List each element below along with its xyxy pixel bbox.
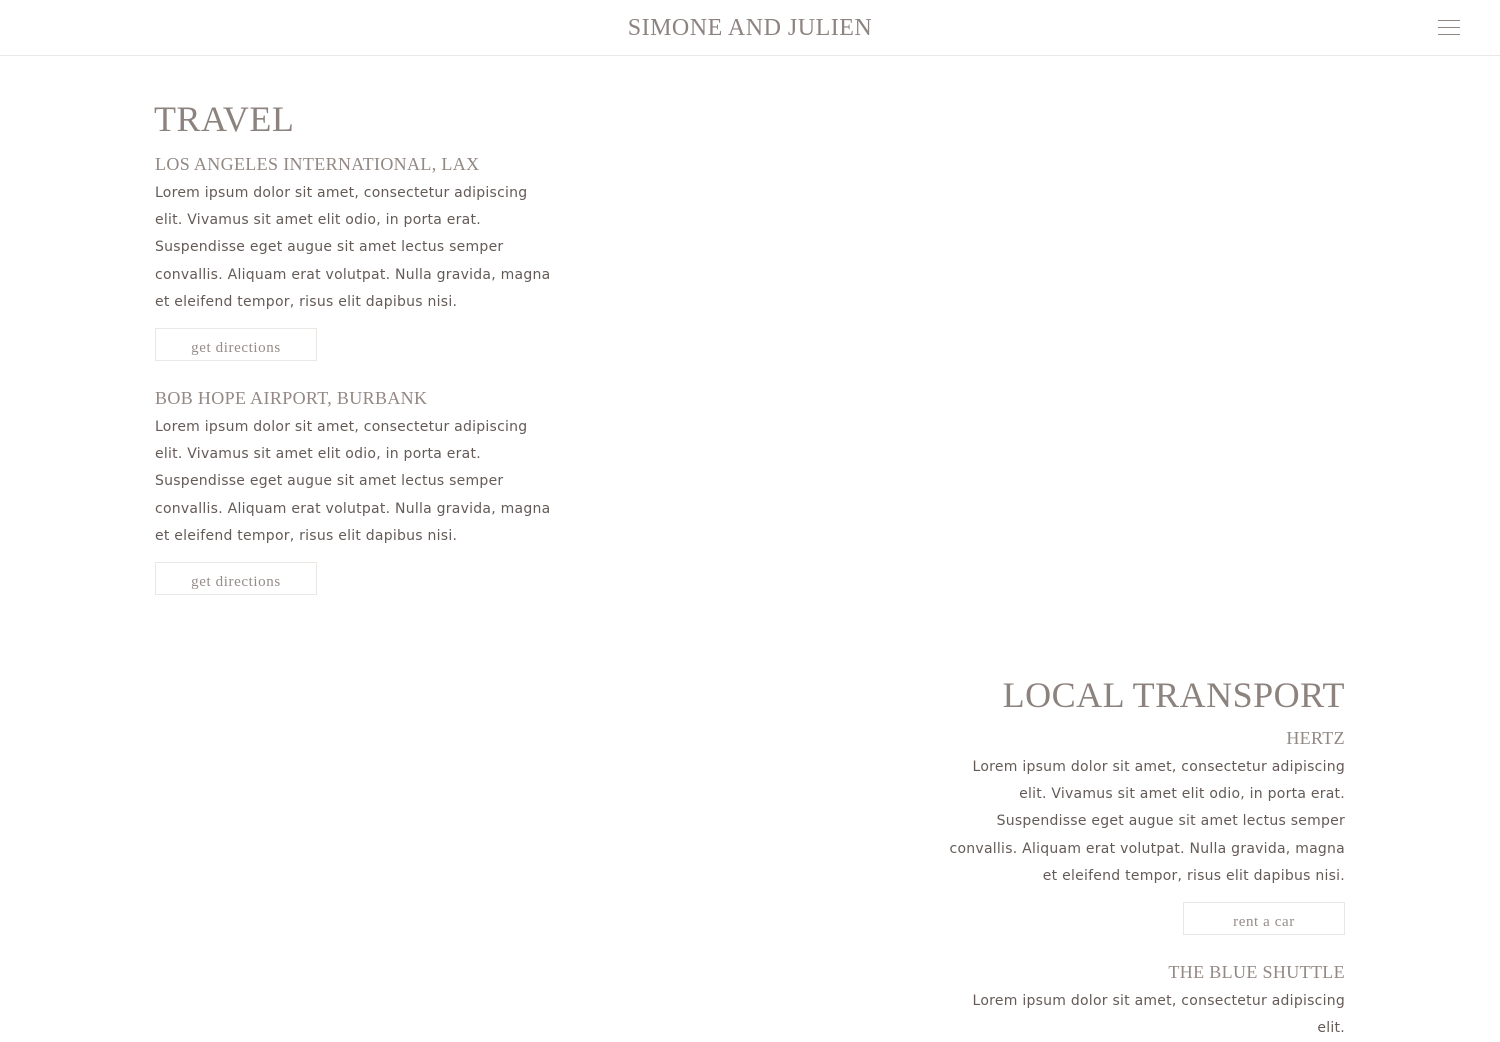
- menu-line-top: [1438, 20, 1460, 21]
- site-title[interactable]: SIMONE AND JULIEN: [627, 15, 873, 41]
- lax-title: LOS ANGELES INTERNATIONAL, LAX: [155, 154, 480, 174]
- blue-shuttle-transport: [945, 960, 1345, 1042]
- hamburger-menu-icon[interactable]: [1438, 18, 1460, 36]
- menu-line-bottom: [1438, 34, 1460, 35]
- menu-line-middle: [1438, 27, 1460, 28]
- travel-heading: TRAVEL: [154, 99, 295, 139]
- hertz-description: Lorem ipsum dolor sit amet, consectetur adipiscing elit. Vivamus sit amet elit odio, in porta erat. Suspendisse eget augue sit amet lectus semper convallis. Aliquam erat volutpat. Nulla gravida, magna et eleifend tempor, risus elit dapibus nisi.: [949, 759, 1345, 884]
- burbank-description: Lorem ipsum dolor sit amet, consectetur adipiscing elit. Vivamus sit amet elit odio, in porta erat. Suspendisse eget augue sit amet lectus semper convallis. Aliquam erat volutpat. Nulla gravida, magna et eleifend tempor, risus elit dapibus nisi.: [155, 419, 551, 544]
- hertz-transport: [945, 726, 1345, 935]
- site-header: [0, 0, 1500, 56]
- lax-description: Lorem ipsum dolor sit amet, consectetur adipiscing elit. Vivamus sit amet elit odio, in porta erat. Suspendisse eget augue sit amet lectus semper convallis. Aliquam erat volutpat. Nulla gravida, magna et eleifend tempor, risus elit dapibus nisi.: [155, 185, 551, 310]
- lax-get-directions-button[interactable]: get directions: [155, 328, 317, 361]
- rent-a-car-button[interactable]: rent a car: [1183, 902, 1345, 935]
- hertz-title: HERTZ: [1286, 728, 1345, 748]
- lax-location: [155, 152, 555, 361]
- blue-shuttle-title: THE BLUE SHUTTLE: [1168, 962, 1345, 982]
- blue-shuttle-description: Lorem ipsum dolor sit amet, consectetur adipiscing elit.: [972, 993, 1345, 1037]
- local-transport-heading: LOCAL TRANSPORT: [1002, 675, 1345, 715]
- burbank-get-directions-button[interactable]: get directions: [155, 562, 317, 595]
- burbank-title: BOB HOPE AIRPORT, BURBANK: [155, 388, 428, 408]
- burbank-location: [155, 386, 555, 595]
